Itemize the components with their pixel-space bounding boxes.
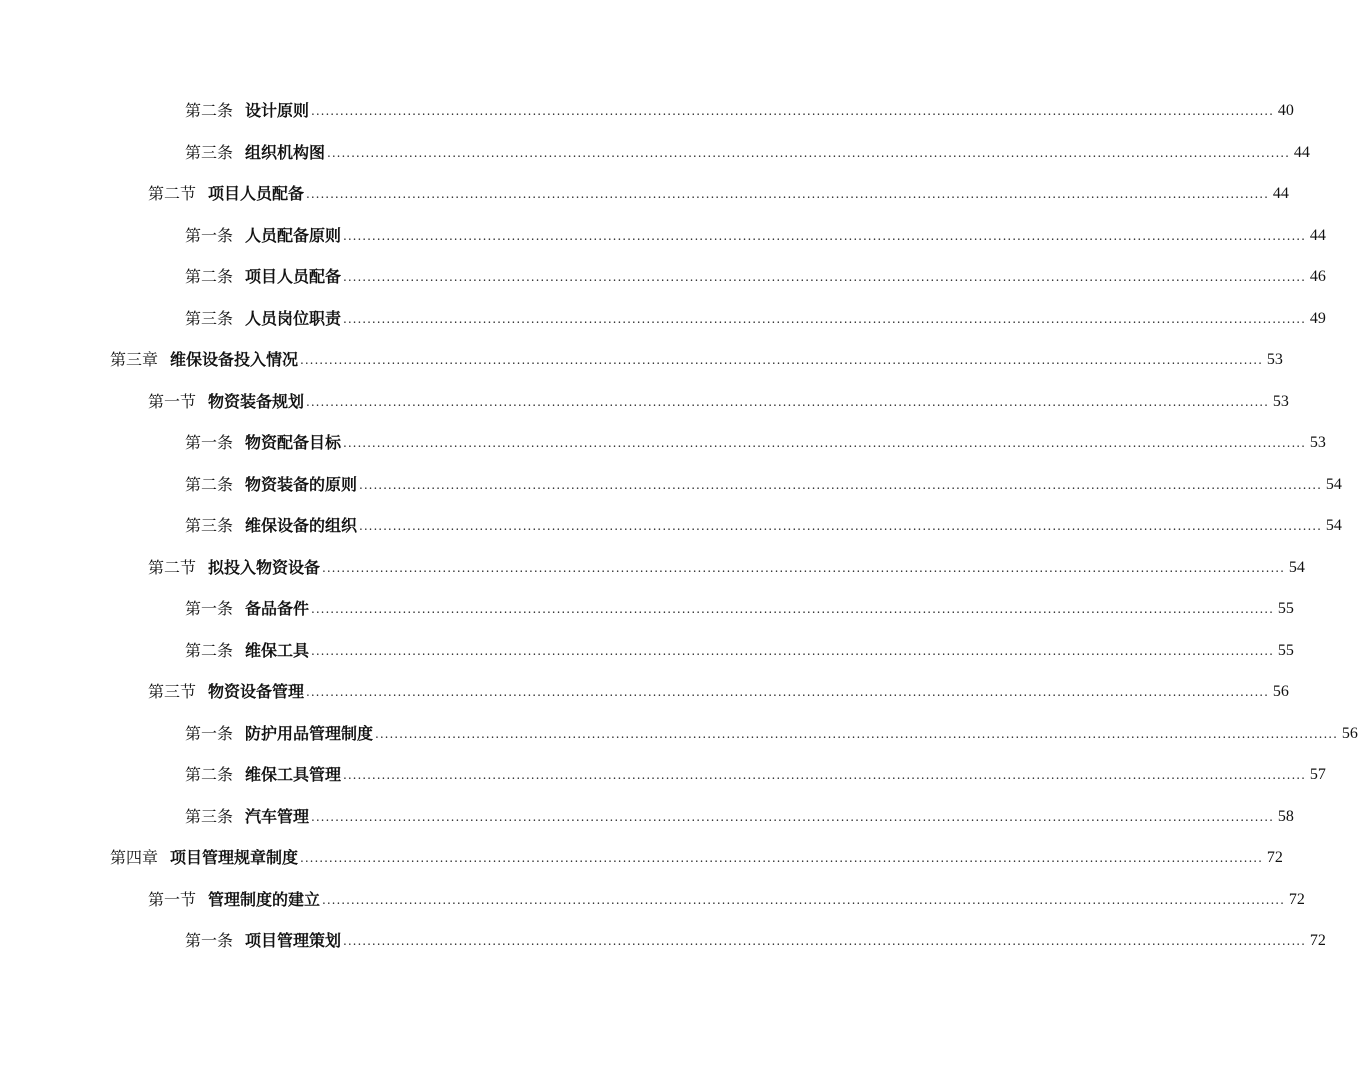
toc-entry-title: 物资配备目标 xyxy=(245,433,342,452)
toc-entry-number: 第三条 xyxy=(185,309,234,328)
toc-leader-dots: ........................................................................................................................................................................................................ xyxy=(343,768,1306,782)
toc-entry-page: 53 xyxy=(1309,434,1326,451)
toc-entry[interactable] xyxy=(110,844,1283,868)
toc-leader-dots: ........................................................................................................................................................................................................ xyxy=(359,478,1322,492)
toc-entry-page: 72 xyxy=(1309,932,1326,949)
toc-leader-dots: ........................................................................................................................................................................................................ xyxy=(343,270,1306,284)
toc-entry-title: 维保设备的组织 xyxy=(245,516,358,535)
toc-entry-number: 第三章 xyxy=(110,350,159,369)
toc-entry-page: 56 xyxy=(1272,683,1289,700)
toc-entry[interactable] xyxy=(148,388,1289,412)
toc-entry-title: 物资装备规划 xyxy=(208,392,305,411)
toc-entry[interactable] xyxy=(185,429,1326,453)
toc-entry-title: 维保工具 xyxy=(245,641,310,660)
toc-entry-number: 第一条 xyxy=(185,226,234,245)
toc-leader-dots: ........................................................................................................................................................................................................ xyxy=(306,395,1269,409)
toc-entry-page: 44 xyxy=(1293,144,1310,161)
toc-leader-dots: ........................................................................................................................................................................................................ xyxy=(343,436,1306,450)
toc-leader-dots: ........................................................................................................................................................................................................ xyxy=(322,561,1285,575)
toc-entry-title: 维保设备投入情况 xyxy=(170,350,299,369)
toc-entry-page: 55 xyxy=(1277,600,1294,617)
toc-entry[interactable] xyxy=(185,97,1294,121)
toc-entry[interactable] xyxy=(185,222,1326,246)
toc-entry-number: 第三条 xyxy=(185,143,234,162)
toc-entry-title: 备品备件 xyxy=(245,599,310,618)
toc-entry-number: 第二节 xyxy=(148,558,197,577)
toc-entry-number: 第二条 xyxy=(185,475,234,494)
toc-leader-dots: ........................................................................................................................................................................................................ xyxy=(327,146,1290,160)
toc-entry-number: 第一节 xyxy=(148,392,197,411)
toc-entry-page: 44 xyxy=(1272,185,1289,202)
toc-entry-number: 第三条 xyxy=(185,516,234,535)
toc-entry-title: 人员配备原则 xyxy=(245,226,342,245)
toc-entry[interactable] xyxy=(185,263,1326,287)
toc-entry-page: 54 xyxy=(1325,517,1342,534)
toc-entry[interactable] xyxy=(185,595,1294,619)
toc-leader-dots: ........................................................................................................................................................................................................ xyxy=(311,644,1274,658)
toc-entry-number: 第二节 xyxy=(148,184,197,203)
toc-entry-page: 53 xyxy=(1272,393,1289,410)
toc-entry-number: 第一节 xyxy=(148,890,197,909)
toc-leader-dots: ........................................................................................................................................................................................................ xyxy=(311,810,1274,824)
toc-entry-number: 第二条 xyxy=(185,765,234,784)
toc-entry-number: 第一条 xyxy=(185,931,234,950)
toc-entry-page: 55 xyxy=(1277,642,1294,659)
toc-entry-number: 第二条 xyxy=(185,101,234,120)
toc-entry-title: 项目人员配备 xyxy=(245,267,342,286)
toc-entry[interactable] xyxy=(185,637,1294,661)
toc-entry-page: 54 xyxy=(1288,559,1305,576)
toc-entry-title: 项目管理规章制度 xyxy=(170,848,299,867)
toc-entry-number: 第一条 xyxy=(185,599,234,618)
toc-entry-title: 设计原则 xyxy=(245,101,310,120)
toc-leader-dots: ........................................................................................................................................................................................................ xyxy=(306,187,1269,201)
toc-entry-page: 57 xyxy=(1309,766,1326,783)
toc-entry[interactable] xyxy=(148,678,1289,702)
toc-leader-dots: ........................................................................................................................................................................................................ xyxy=(300,353,1263,367)
toc-leader-dots: ........................................................................................................................................................................................................ xyxy=(343,312,1306,326)
toc-entry-title: 物资装备的原则 xyxy=(245,475,358,494)
toc-entry[interactable] xyxy=(148,554,1305,578)
toc-entry-page: 72 xyxy=(1266,849,1283,866)
toc-entry[interactable] xyxy=(185,803,1294,827)
toc-leader-dots: ........................................................................................................................................................................................................ xyxy=(343,229,1306,243)
toc-entry-title: 拟投入物资设备 xyxy=(208,558,321,577)
toc-entry-page: 56 xyxy=(1341,725,1358,742)
toc-leader-dots: ........................................................................................................................................................................................................ xyxy=(306,685,1269,699)
toc-entry[interactable] xyxy=(185,471,1342,495)
toc-entry[interactable] xyxy=(185,139,1310,163)
toc-entry-title: 项目人员配备 xyxy=(208,184,305,203)
toc-entry-page: 58 xyxy=(1277,808,1294,825)
toc-entry-title: 管理制度的建立 xyxy=(208,890,321,909)
toc-leader-dots: ........................................................................................................................................................................................................ xyxy=(300,851,1263,865)
toc-entry-page: 46 xyxy=(1309,268,1326,285)
toc-leader-dots: ........................................................................................................................................................................................................ xyxy=(375,727,1338,741)
toc-entry-page: 54 xyxy=(1325,476,1342,493)
toc-leader-dots: ........................................................................................................................................................................................................ xyxy=(359,519,1322,533)
toc-entry[interactable] xyxy=(110,346,1283,370)
toc-entry[interactable] xyxy=(148,180,1289,204)
toc-entry-title: 项目管理策划 xyxy=(245,931,342,950)
toc-entry[interactable] xyxy=(185,720,1358,744)
toc-entry-title: 组织机构图 xyxy=(245,143,326,162)
toc-entry-title: 防护用品管理制度 xyxy=(245,724,374,743)
toc-entry[interactable] xyxy=(185,305,1326,329)
toc-entry-page: 44 xyxy=(1309,227,1326,244)
toc-entry-number: 第一条 xyxy=(185,433,234,452)
toc-entry[interactable] xyxy=(185,927,1326,951)
toc-entry-number: 第三节 xyxy=(148,682,197,701)
toc-entry[interactable] xyxy=(185,512,1342,536)
toc-entry[interactable] xyxy=(185,761,1326,785)
toc-entry-page: 53 xyxy=(1266,351,1283,368)
toc-leader-dots: ........................................................................................................................................................................................................ xyxy=(343,934,1306,948)
toc-entry-title: 人员岗位职责 xyxy=(245,309,342,328)
toc-entry-number: 第二条 xyxy=(185,641,234,660)
toc-entry-title: 汽车管理 xyxy=(245,807,310,826)
toc-leader-dots: ........................................................................................................................................................................................................ xyxy=(322,893,1285,907)
toc-entry-number: 第二条 xyxy=(185,267,234,286)
toc-entry-title: 维保工具管理 xyxy=(245,765,342,784)
toc-entry-page: 72 xyxy=(1288,891,1305,908)
toc-leader-dots: ........................................................................................................................................................................................................ xyxy=(311,602,1274,616)
toc-entry-number: 第一条 xyxy=(185,724,234,743)
toc-entry-page: 40 xyxy=(1277,102,1294,119)
toc-entry[interactable] xyxy=(148,886,1305,910)
toc-leader-dots: ........................................................................................................................................................................................................ xyxy=(311,104,1274,118)
toc-entry-title: 物资设备管理 xyxy=(208,682,305,701)
toc-entry-number: 第四章 xyxy=(110,848,159,867)
toc-entry-number: 第三条 xyxy=(185,807,234,826)
toc-entry-page: 49 xyxy=(1309,310,1326,327)
